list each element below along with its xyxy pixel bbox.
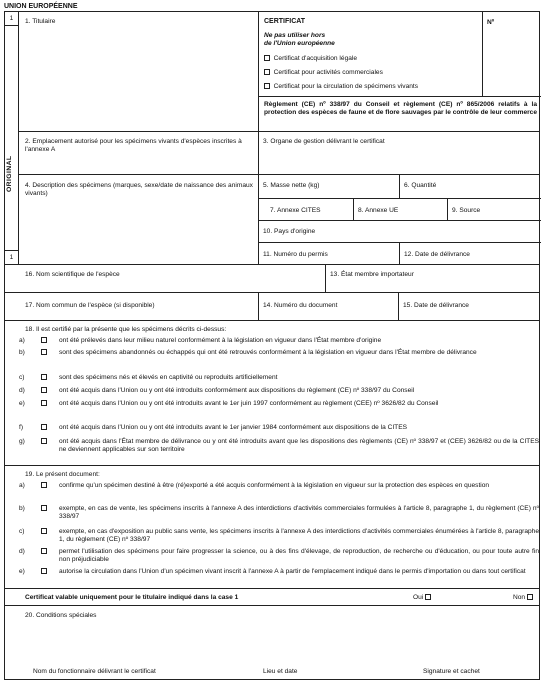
row-7-9 <box>259 198 541 220</box>
field-9-source[interactable]: 9. Source <box>447 199 541 220</box>
checkbox-icon[interactable] <box>527 594 533 600</box>
certificate-note-1: Ne pas utiliser hors <box>264 32 326 39</box>
field-17-common-name[interactable]: 17. Nom commun de l'espèce (si disponible) <box>25 302 155 309</box>
field-15-date[interactable]: 15. Date de délivrance <box>398 293 540 320</box>
section-18-title: 18. Il est certifié par la présente que les spécimens décrits ci-dessus: <box>25 326 227 333</box>
certificate-panel <box>258 12 538 131</box>
validity-row <box>5 588 540 605</box>
certificate-number-box[interactable] <box>482 12 540 96</box>
section-18 <box>5 320 540 465</box>
section-19-title: 19. Le présent document: <box>25 471 100 478</box>
field-5-mass[interactable]: 5. Masse nette (kg) <box>263 182 320 189</box>
s18-item-b: b) sont des spécimens abandonnés ou échappés qui ont été retrouvés conformément à la législation en vigueur dans l'État membre de délivrance <box>19 349 477 356</box>
row-4-12 <box>19 174 540 264</box>
s18-item-a: a) ont été prélevés dans leur milieu naturel conformément à la législation en vigueur dans l'État membre d'origine <box>19 337 382 344</box>
option-commercial[interactable]: Certificat pour activités commerciales <box>264 69 383 77</box>
signature-official-name: Nom du fonctionnaire délivrant le certificat <box>33 668 156 675</box>
row-11-12 <box>259 242 541 265</box>
checkbox-icon[interactable] <box>41 387 47 393</box>
checkbox-icon[interactable] <box>41 349 47 355</box>
checkbox-icon[interactable] <box>41 505 47 511</box>
field-6-quantity[interactable]: 6. Quantité <box>399 175 541 198</box>
row-17-15 <box>5 292 540 320</box>
s18-item-f: f) ont été acquis dans l'Union ou y ont été introduits avant le 1er janvier 1984 conformément aux dispositions de la CITES <box>19 424 407 431</box>
field-7-cites[interactable]: 7. Annexe CITES <box>270 207 321 214</box>
s19-item-a: a) confirme qu'un spécimen destiné à être (ré)exporté a été acquis conformément à la législation en vigueur sur la protection des espèces en question <box>19 482 490 489</box>
field-14-document-number[interactable]: 14. Numéro du document <box>258 293 398 320</box>
document-header: UNION EUROPÉENNE <box>4 3 78 10</box>
field-8-annex-ue[interactable]: 8. Annexe UE <box>353 199 447 220</box>
certificate-form <box>4 11 540 680</box>
certificate-note-2: de l'Union européenne <box>264 40 335 47</box>
checkbox-icon[interactable] <box>41 482 47 488</box>
s19-item-c: c) exempte, en cas d'exposition au public sans vente, les spécimens inscrits à l'annexe A des interdictions d'activités commerciales énumérées à l'article 8, paragraphe 1, du règlement (CE) nº 338/97 <box>19 528 539 544</box>
section-19 <box>5 465 540 588</box>
checkbox-icon[interactable] <box>41 337 47 343</box>
checkbox-icon[interactable] <box>41 528 47 534</box>
signature-place-date: Lieu et date <box>263 668 298 675</box>
checkbox-icon[interactable] <box>41 424 47 430</box>
checkbox-icon[interactable] <box>264 83 270 89</box>
s18-item-d: d) ont été acquis dans l'Union ou y ont été introduits conformément aux dispositions du règlement (CE) nº 338/97 du Conseil <box>19 387 415 394</box>
option-circulation[interactable]: Certificat pour la circulation de spécimens vivants <box>264 83 418 91</box>
validity-text: Certificat valable uniquement pour le titulaire indiqué dans la case 1 <box>25 594 239 601</box>
field-2-location[interactable]: 2. Emplacement autorisé pour les spécimens vivants d'espèces inscrites à l'annexe A <box>25 138 242 154</box>
oui-option[interactable]: Oui <box>413 594 431 602</box>
checkbox-icon[interactable] <box>41 438 47 444</box>
row-16-13 <box>5 264 540 292</box>
original-label: ORIGINAL <box>6 155 13 192</box>
field-11-permit[interactable]: 11. Numéro du permis <box>263 251 328 258</box>
field-4-description[interactable]: 4. Description des spécimens (marques, sexe/date de naissance des animaux vivants) <box>25 182 253 198</box>
field-10-origin[interactable]: 10. Pays d'origine <box>259 220 541 242</box>
s19-item-e: e) autorise la circulation dans l'Union d'un spécimen vivant inscrit à l'annexe A à partir de l'emplacement indiqué dans le permis d'importation ou dans tout certificat <box>19 568 526 575</box>
row-2-3 <box>19 131 540 174</box>
option-acquisition[interactable]: Certificat d'acquisition légale <box>264 55 357 63</box>
checkbox-icon[interactable] <box>425 594 431 600</box>
field-1-titulaire[interactable]: 1. Titulaire <box>25 18 56 25</box>
checkbox-icon[interactable] <box>41 568 47 574</box>
non-option[interactable]: Non <box>513 594 533 602</box>
checkbox-icon[interactable] <box>41 400 47 406</box>
checkbox-icon[interactable] <box>264 69 270 75</box>
s18-item-e: e) ont été acquis dans l'Union ou y ont été introduits avant le 1er juin 1997 conformément au règlement (CEE) nº 3626/82 du Conseil <box>19 400 439 407</box>
section-20 <box>5 605 540 680</box>
fields-5-12-panel <box>258 175 540 265</box>
s18-item-c: c) sont des spécimens nés et élevés en captivité ou reproduits artificiellement <box>19 374 278 381</box>
certificate-title: CERTIFICAT <box>264 18 306 25</box>
checkbox-icon[interactable] <box>41 548 47 554</box>
field-12-date[interactable]: 12. Date de délivrance <box>399 243 541 265</box>
checkbox-icon[interactable] <box>264 55 270 61</box>
field-16-scientific-name[interactable]: 16. Nom scientifique de l'espèce <box>25 271 120 278</box>
field-3-authority[interactable]: 3. Organe de gestion délivrant le certificat <box>258 132 540 174</box>
field-13-member-state[interactable]: 13. État membre importateur <box>325 265 540 292</box>
s19-item-b: b) exempte, en cas de vente, les spécimens inscrits à l'annexe A des interdictions d'activités commerciales formulées à l'article 8, paragraphe 1, du règlement (CE) nº 338/97 <box>19 505 539 521</box>
s18-item-g: g) ont été acquis dans l'État membre de délivrance ou y ont été introduits avant que les dispositions des règlements (CE) nº 338/97 et (CEE) 3626/82 ou de la CITES ne deviennent applicables sur son territoire <box>19 438 539 454</box>
original-sidebar <box>5 12 19 264</box>
checkbox-icon[interactable] <box>41 374 47 380</box>
field-20-conditions[interactable]: 20. Conditions spéciales <box>25 612 97 619</box>
number-label: Nº <box>487 19 495 26</box>
signature-stamp: Signature et cachet <box>423 668 480 675</box>
s19-item-d: d) permet l'utilisation des spécimens pour faire progresser la science, ou à des fins d'élevage, de reproduction, de recherche ou d'éducation, ou pour toute autre fin non préjudiciable <box>19 548 539 564</box>
regulation-text: Règlement (CE) nº 338/97 du Conseil et règlement (CE) nº 865/2006 relatifs à la protection des espèces de faune et de flore sauvages par le contrôle de leur commerce <box>259 96 541 131</box>
side-number-bottom: 1 <box>5 250 18 264</box>
side-number-top: 1 <box>5 12 18 26</box>
